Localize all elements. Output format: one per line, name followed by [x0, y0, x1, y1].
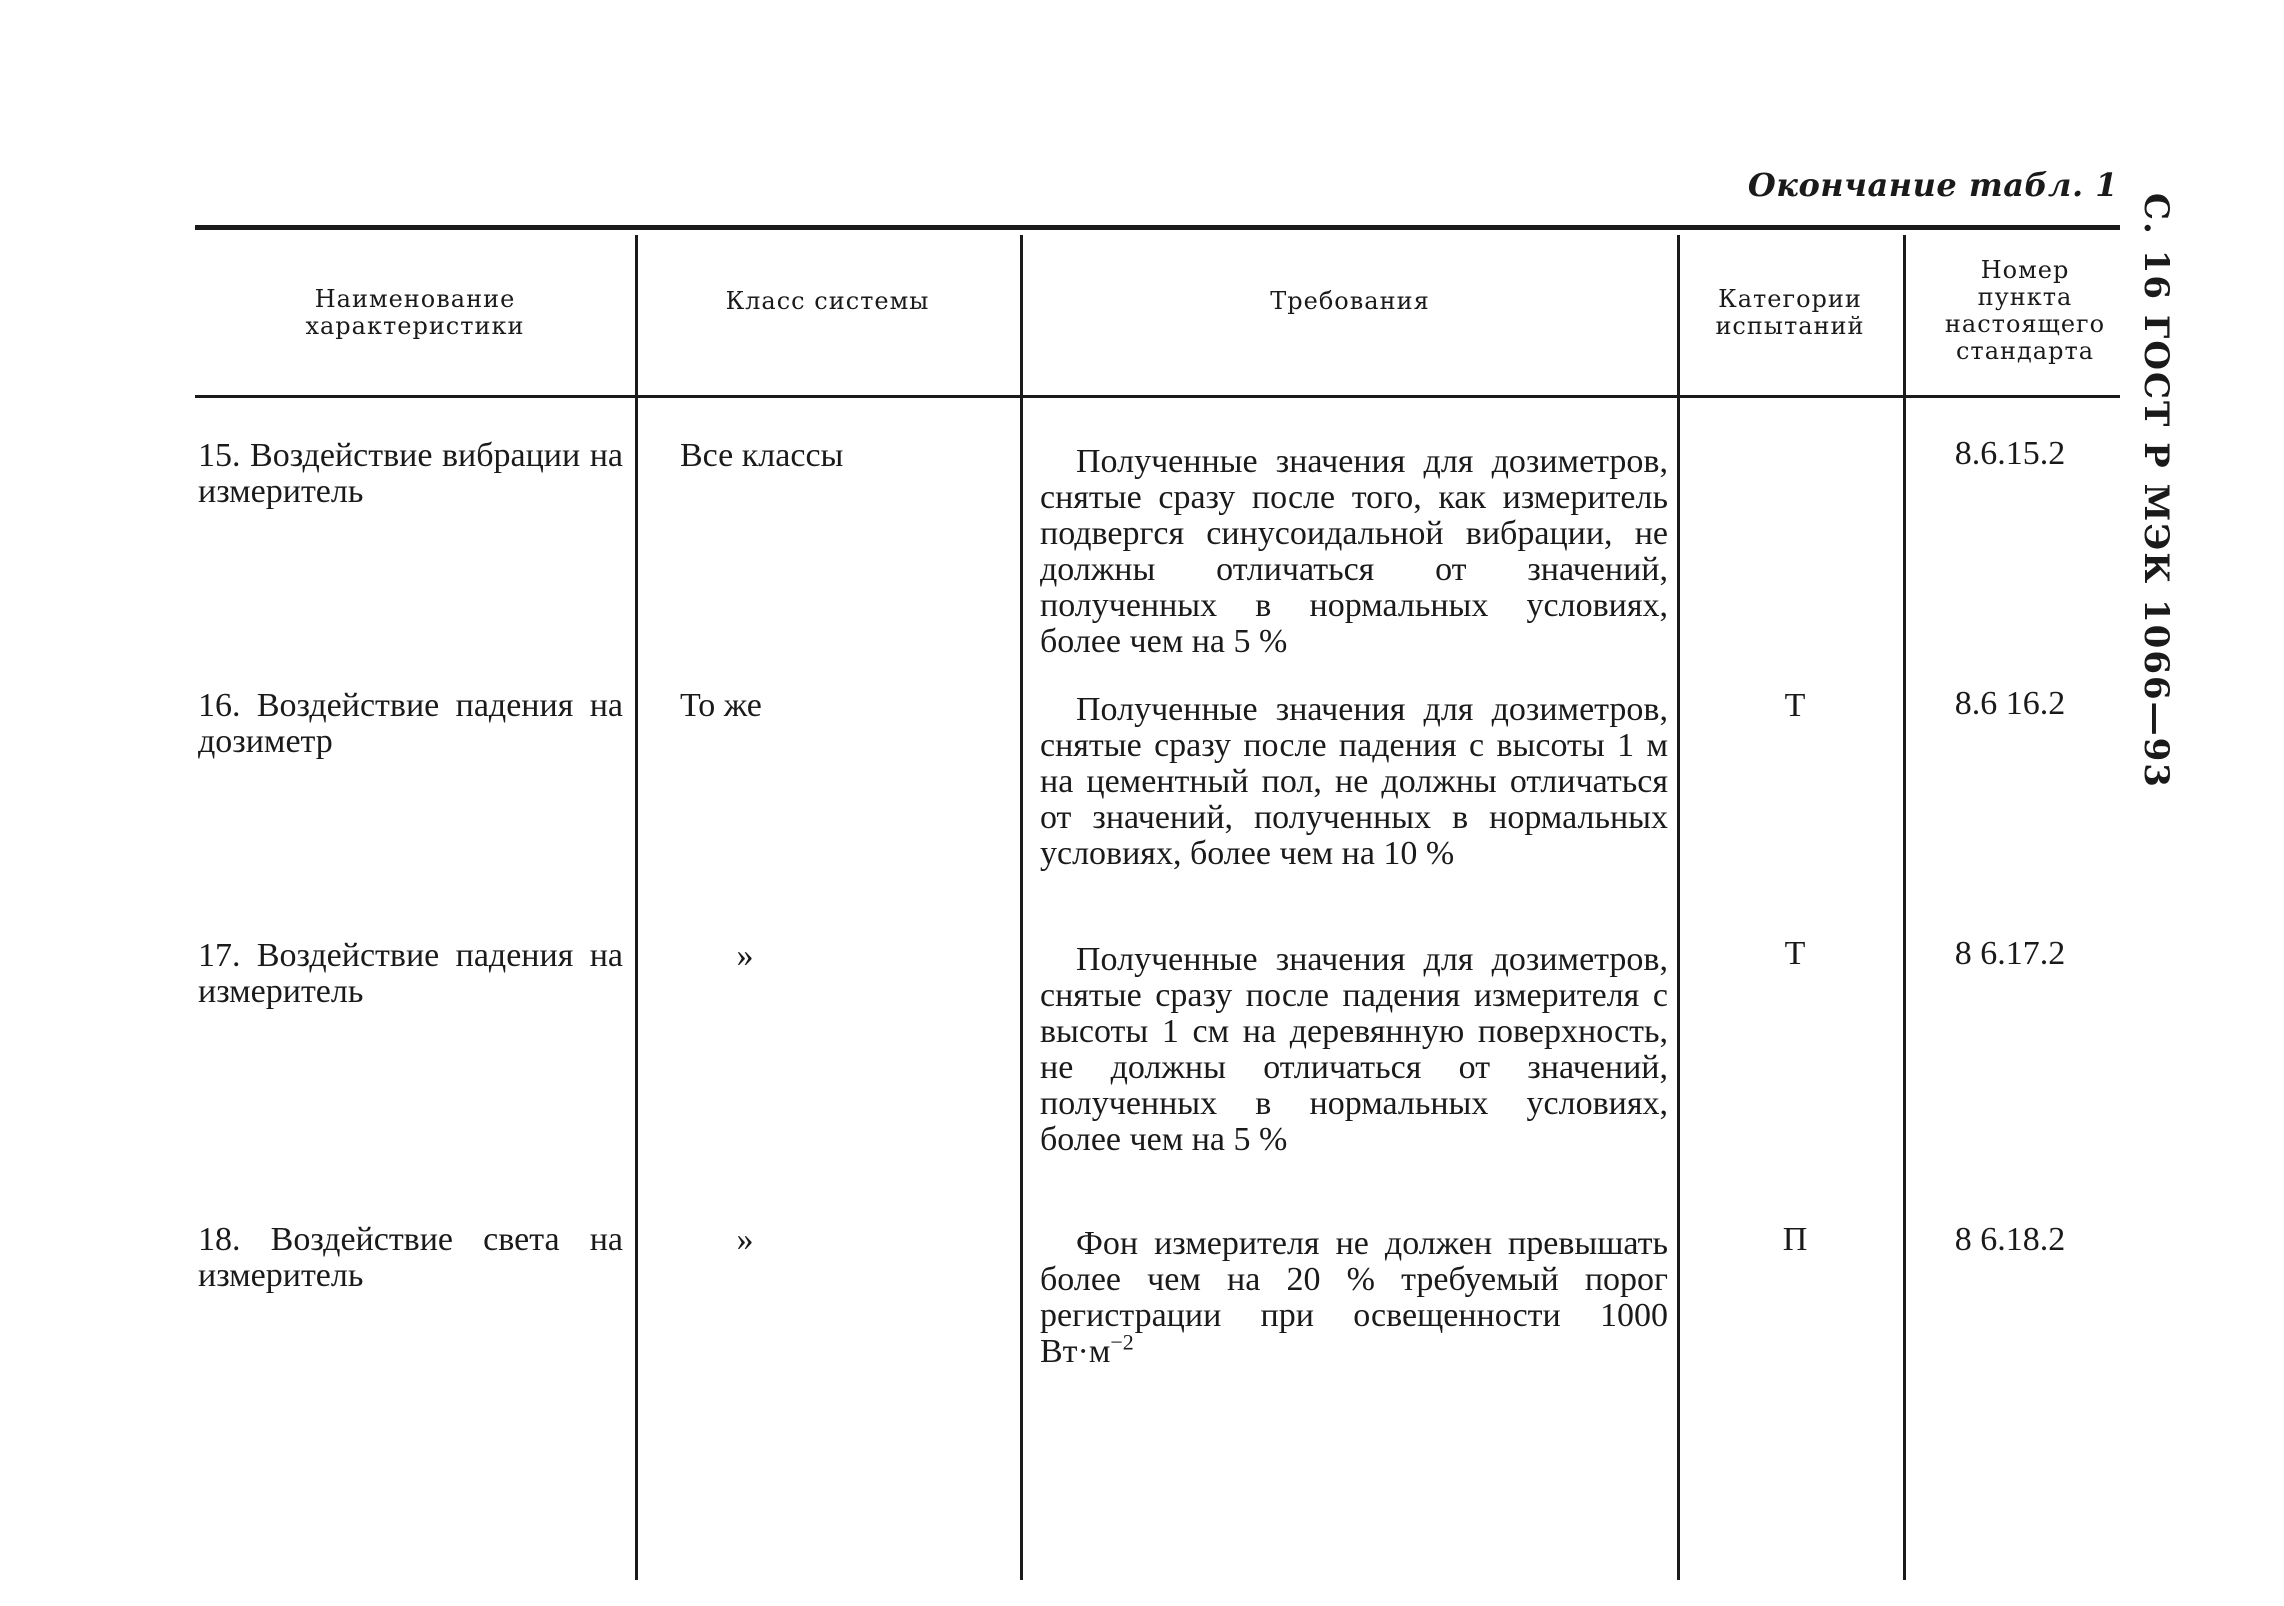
header-name: Наименование характеристики: [305, 285, 525, 340]
row-15-class: Все классы: [680, 437, 844, 474]
header-bottom-rule: [195, 395, 2120, 398]
column-divider-3: [1677, 235, 1680, 1580]
header-clause: Номер пункта настоящего стандарта: [1944, 256, 2106, 365]
row-17-requirements: Полученные значения для дозиметров, снятые сразу после падения измерителя с высоты 1 см на деревянную поверхность, не должны отличаться от значений, полученных в нормальных условиях, более чем на 5 %: [1040, 941, 1668, 1158]
row-17-name: 17. Воздействие падения на измеритель: [198, 937, 623, 1010]
table-top-rule: [195, 225, 2120, 230]
row-18-requirements: [1040, 1226, 1668, 1370]
row-16-name: 16. Воздействие падения на дозиметр: [198, 687, 623, 760]
running-head: С. 16 ГОСТ Р МЭК 1066—93: [2136, 193, 2176, 789]
row-16-requirements: Полученные значения для дозиметров, снятые сразу после падения с высоты 1 м на цементный пол, не должны отличаться от значений, полученных в нормальных условиях, более чем на 10 %: [1040, 691, 1668, 872]
table-caption: Окончание табл. 1: [1747, 166, 2118, 204]
header-requirements: Требования: [1270, 287, 1430, 315]
row-16-clause: 8.6 16.2: [1954, 685, 2066, 722]
row-18-requirements-exponent: −2: [1110, 1329, 1134, 1355]
row-18-name: 18. Воздействие света на измеритель: [198, 1221, 623, 1294]
row-15-clause: 8.6.15.2: [1954, 435, 2066, 472]
header-category: Категории испытаний: [1715, 285, 1865, 340]
row-17-class: »: [736, 937, 754, 974]
row-18-clause: 8 6.18.2: [1954, 1221, 2066, 1258]
column-divider-2: [1020, 235, 1023, 1580]
row-18-category: П: [1782, 1221, 1808, 1258]
row-17-clause: 8 6.17.2: [1954, 935, 2066, 972]
row-15-name: 15. Воздействие вибрации на измеритель: [198, 437, 623, 510]
column-divider-4: [1903, 235, 1906, 1580]
row-18-class: »: [736, 1221, 754, 1258]
row-18-requirements-text: Фон измерителя не должен превышать более чем на 20 % требуемый порог регистрации при освещенности 1000 Вт·м: [1040, 1225, 1668, 1370]
header-class: Класс системы: [725, 287, 930, 315]
column-divider-1: [635, 235, 638, 1580]
row-17-category: Т: [1784, 935, 1806, 972]
row-16-category: Т: [1784, 687, 1806, 724]
row-16-class: То же: [680, 687, 762, 724]
row-15-requirements: Полученные значения для дозиметров, снятые сразу после того, как измеритель подвергся синусоидальной вибрации, не должны отличаться от значений, полученных в нормальных условиях, более чем на 5 %: [1040, 443, 1668, 660]
